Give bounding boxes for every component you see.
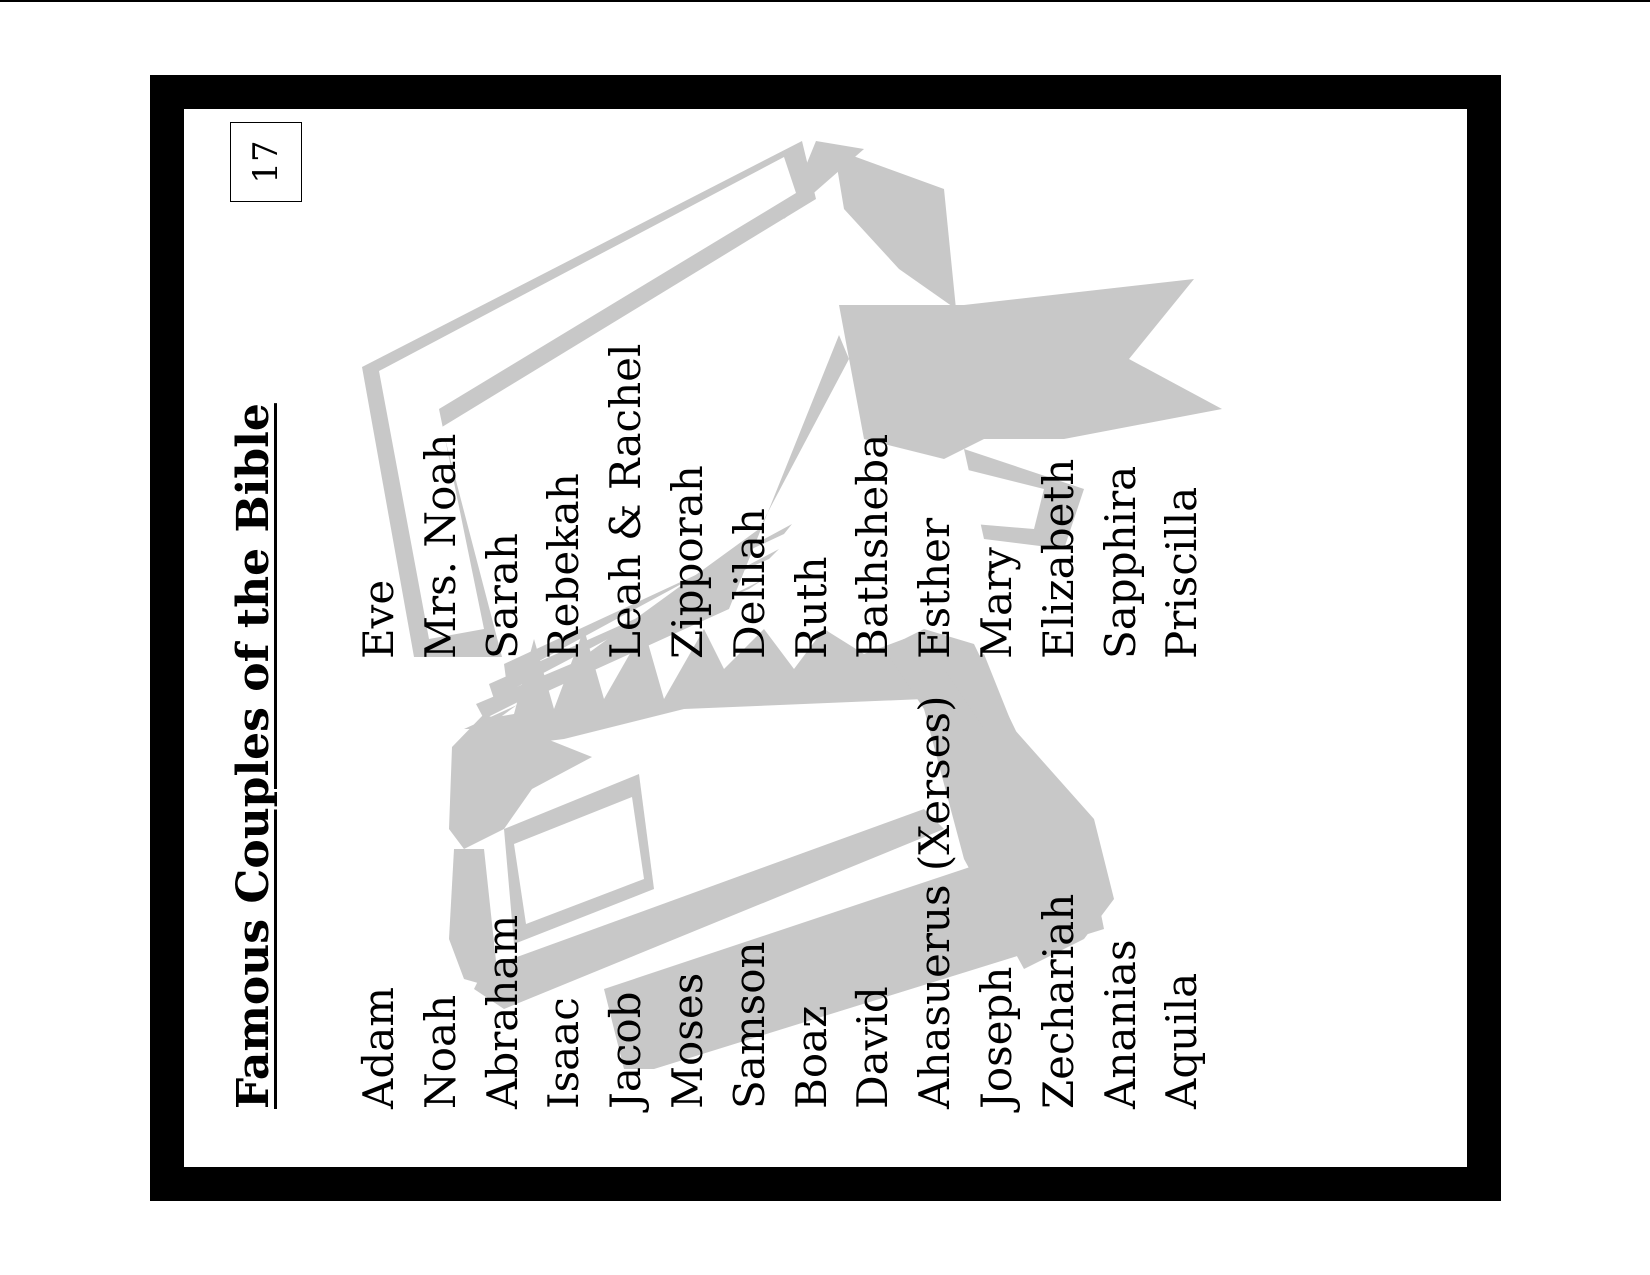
husband-name: Joseph: [971, 966, 1021, 1109]
husband-name: Zechariah: [1033, 893, 1083, 1109]
wife-name: Sapphira: [1095, 465, 1145, 659]
wife-name: Leah & Rachel: [601, 343, 651, 659]
wife-name: Mrs. Noah: [415, 433, 465, 659]
husband-name: Isaac: [539, 997, 589, 1109]
wife-name: Esther: [910, 517, 960, 659]
page-title: Famous Couples of the Bible: [228, 403, 279, 1109]
wife-name: Ruth: [786, 556, 836, 659]
wife-name: Rebekah: [539, 473, 589, 659]
husband-name: Samson: [724, 941, 774, 1109]
husband-name: Moses: [662, 972, 712, 1109]
husband-name: Ananias: [1095, 939, 1145, 1109]
husband-name: Aquila: [1157, 972, 1207, 1109]
wife-name: Eve: [354, 579, 403, 659]
wife-name: Delilah: [724, 508, 774, 659]
wife-name: Mary: [971, 547, 1021, 659]
page-number: 17: [246, 140, 286, 184]
wife-name: Sarah: [477, 533, 527, 659]
husband-name: Jacob: [601, 991, 651, 1109]
husband-name: Ahasuerus (Xerses): [910, 695, 960, 1109]
top-rule: [0, 0, 1650, 2]
wife-name: Zipporah: [662, 465, 712, 659]
wife-name: Elizabeth: [1033, 458, 1083, 659]
husband-name: Adam: [354, 986, 403, 1109]
husband-name: Abraham: [477, 914, 527, 1109]
wife-name: Bathsheba: [848, 433, 898, 659]
wife-name: Priscilla: [1157, 486, 1207, 659]
husband-name: Noah: [415, 994, 465, 1109]
content-panel: [184, 109, 1467, 1167]
husband-name: Boaz: [786, 1005, 836, 1109]
husband-name: David: [848, 986, 898, 1109]
rotated-content: [184, 109, 1467, 1167]
page-number-box: [230, 122, 302, 202]
